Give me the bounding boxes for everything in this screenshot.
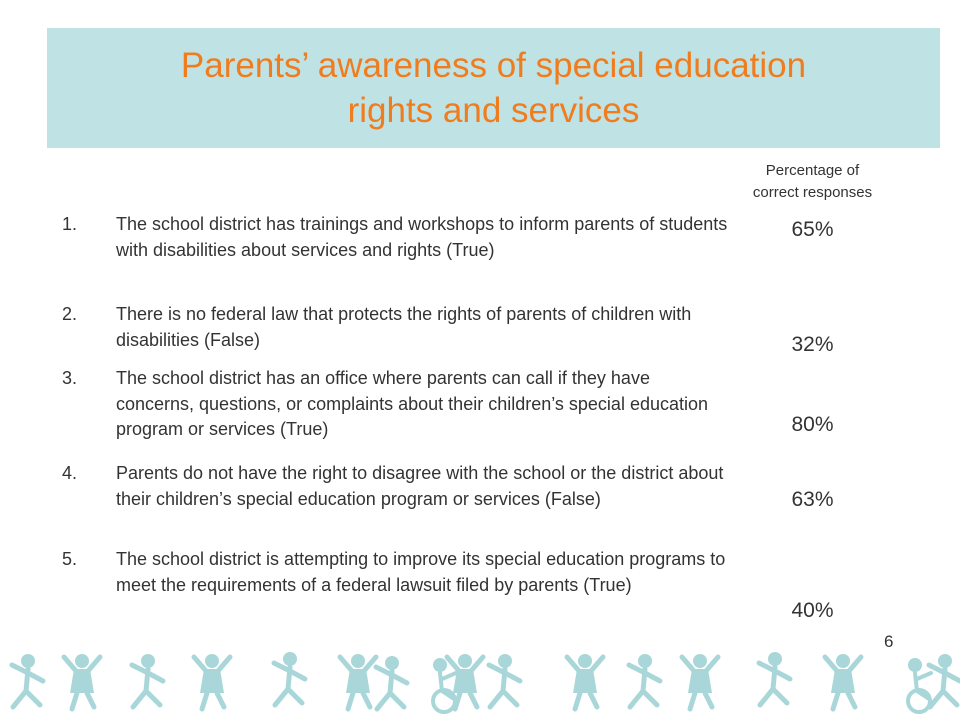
item-text: Parents do not have the right to disagree with the school or the district about their children’s special education program or services (False) [116,463,724,509]
title-banner [47,28,940,148]
percentage-value: 32% [791,333,834,356]
page-number: 6 [884,632,894,651]
percentage-column-header [725,160,900,204]
slide-title-line-2: rights and services [347,91,640,130]
item-number: 4. [62,463,78,483]
percentage-value: 80% [791,413,834,436]
item-text: The school district is attempting to improve its special education programs to meet the requirements of a federal lawsuit filed by parents (True) [116,549,726,595]
item-number: 5. [62,549,78,569]
percentage-header-line-1: Percentage of [765,162,860,179]
item-text: There is no federal law that protects the rights of parents of children with disabilities (False) [116,304,692,350]
item-number: 2. [62,304,78,324]
children-playing-border-icon [0,645,960,720]
percentage-value: 40% [791,599,834,622]
item-text: The school district has trainings and workshops to inform parents of students with disabilities about services and rights (True) [116,214,728,260]
percentage-header-line-2: correct responses [752,184,873,201]
list-item [62,212,732,263]
list-item [62,461,732,512]
slide-title-line-1: Parents’ awareness of special education [180,46,807,85]
percentage-value: 63% [791,488,834,511]
list-item [62,302,732,353]
item-number: 1. [62,214,78,234]
list-item [62,366,732,443]
item-text: The school district has an office where parents can call if they have concerns, questions, or complaints about their children’s special education program or services (True) [116,368,709,439]
item-number: 3. [62,368,78,388]
list-item [62,547,732,598]
percentage-value: 65% [791,218,834,241]
